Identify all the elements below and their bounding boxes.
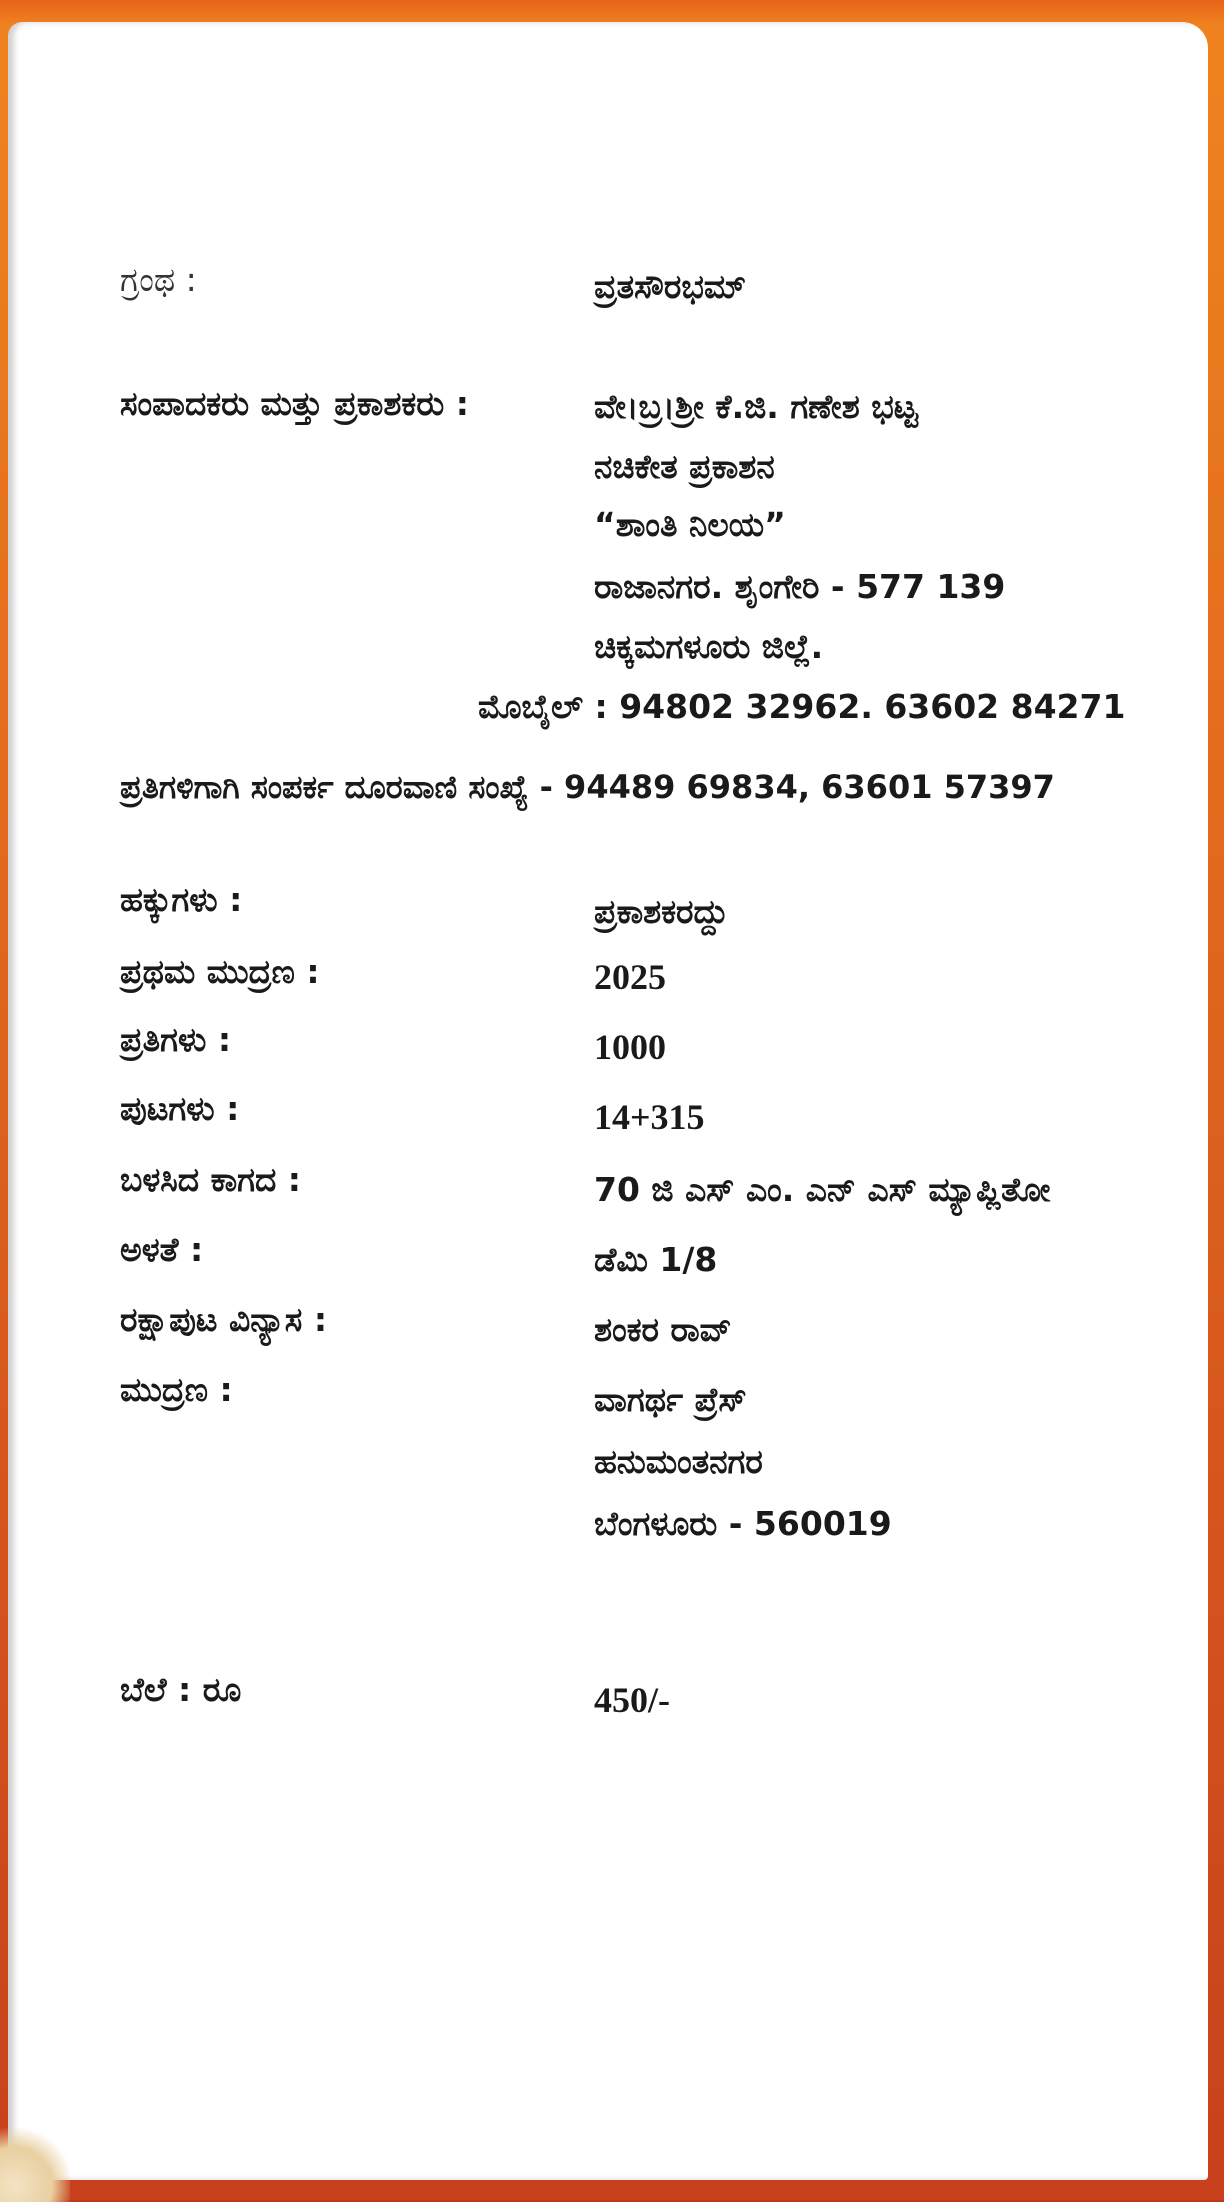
cover-design-value: ಶಂಕರ ರಾವ್: [594, 1310, 732, 1349]
publisher-address: ರಾಜಾನಗರ. ಶೃಂಗೇರಿ - 577 139: [594, 567, 1006, 606]
printer-area: ಹನುಮಂತನಗರ: [594, 1442, 763, 1481]
first-print-value: 2025: [594, 957, 666, 997]
rights-label: ಹಕ್ಕುಗಳು :: [120, 880, 243, 919]
printer-name: ವಾಗರ್ಥ ಪ್ರೆಸ್: [594, 1380, 747, 1419]
paper-label: ಬಳಸಿದ ಕಾಗದ :: [120, 1160, 301, 1199]
publisher-district: ಚಿಕ್ಕಮಗಳೂರು ಜಿಲ್ಲೆ.: [594, 627, 824, 666]
price-value: 450/-: [594, 1680, 670, 1720]
size-label: ಅಳತೆ :: [120, 1230, 204, 1269]
printer-label: ಮುದ್ರಣ :: [120, 1370, 233, 1409]
size-value: ಡೆಮಿ 1/8: [594, 1240, 718, 1279]
printer-city: ಬೆಂಗಳೂರು - 560019: [594, 1504, 892, 1543]
pages-value: 14+315: [594, 1097, 705, 1137]
cover-design-label: ರಕ್ಷಾಪುಟ ವಿನ್ಯಾಸ :: [120, 1300, 328, 1339]
first-print-label: ಪ್ರಥಮ ಮುದ್ರಣ :: [120, 952, 320, 991]
copies-contact-line: ಪ್ರತಿಗಳಿಗಾಗಿ ಸಂಪರ್ಕ ದೂರವಾಣಿ ಸಂಖ್ಯೆ - 94489 69834, 63601 57397: [120, 768, 1055, 806]
price-label: ಬೆಲೆ : ರೂ: [120, 1670, 242, 1709]
pages-label: ಪುಟಗಳು :: [120, 1089, 240, 1128]
imprint-page: [8, 22, 1208, 2180]
publisher-mobile: ಮೊಬೈಲ್ : 94802 32962. 63602 84271: [478, 687, 1126, 726]
copies-value: 1000: [594, 1027, 666, 1067]
copies-label: ಪ್ರತಿಗಳು :: [120, 1020, 232, 1059]
publisher-name: ನಚಿಕೇತ ಪ್ರಕಾಶನ: [594, 447, 775, 486]
publisher-house: “ಶಾಂತಿ ನಿಲಯ”: [594, 505, 786, 544]
book-title: ವ್ರತಸೌರಭಮ್: [594, 267, 746, 306]
book-label: ಗ್ರಂಥ :: [120, 260, 197, 299]
editor-name: ವೇ।ಬ್ರ।ಶ್ರೀ ಕೆ.ಜಿ. ಗಣೇಶ ಭಟ್ಟ: [594, 387, 918, 426]
editor-publisher-label: ಸಂಪಾದಕರು ಮತ್ತು ಪ್ರಕಾಶಕರು :: [120, 384, 469, 423]
rights-value: ಪ್ರಕಾಶಕರದ್ದು: [594, 892, 729, 931]
page-corner-curl: [0, 2122, 70, 2202]
paper-value: 70 ಜಿ ಎಸ್ ಎಂ. ಎನ್ ಎಸ್ ಮ್ಯಾಪ್ಲಿತೋ: [594, 1170, 1051, 1209]
